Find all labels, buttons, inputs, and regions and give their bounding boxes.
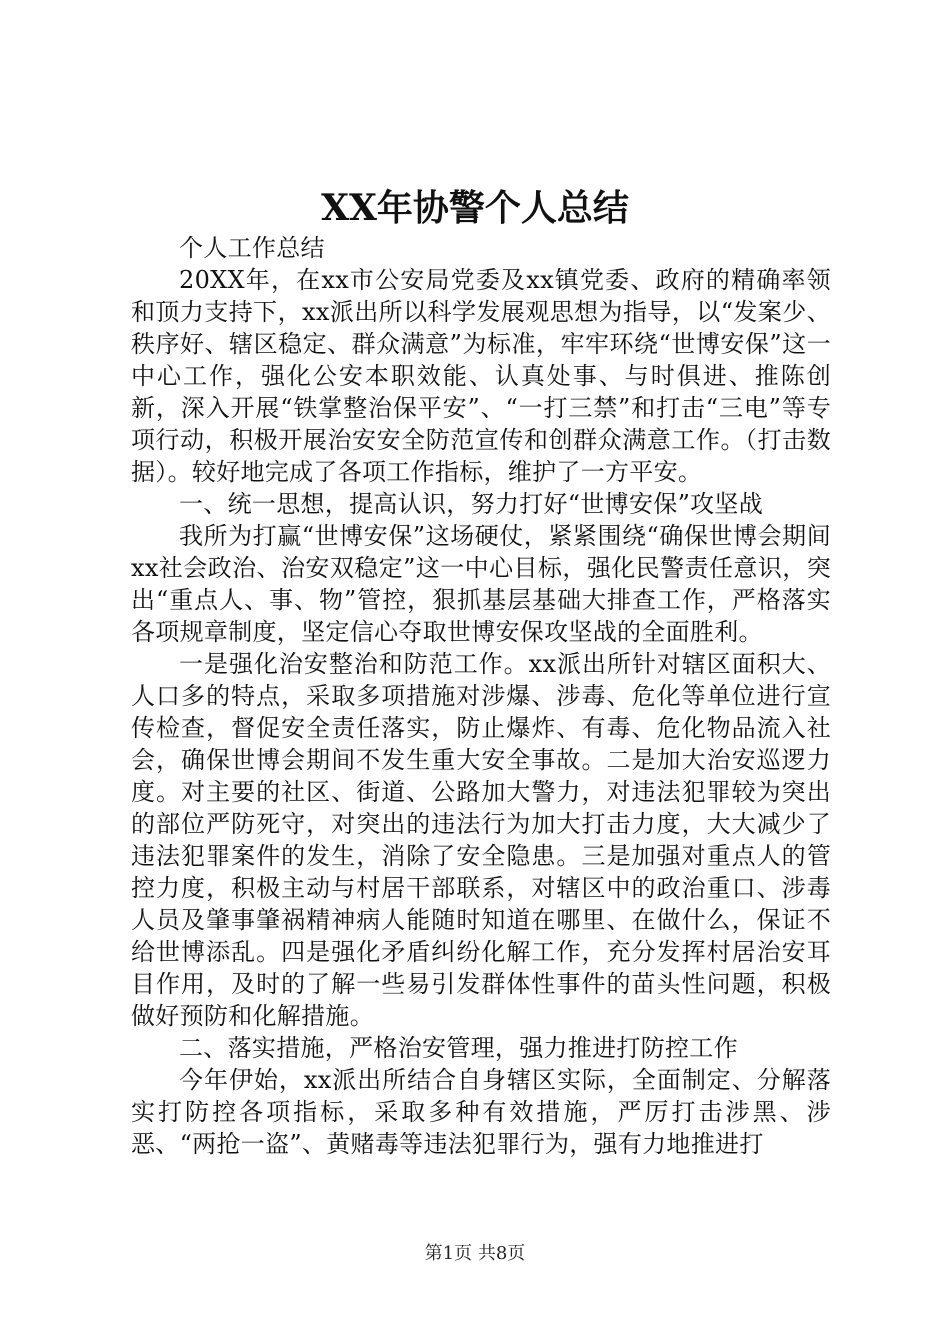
section-heading-1: 一、统一思想，提高认识，努力打好“世博安保”攻坚战 [179,490,764,518]
section-heading-2: 二、落实措施，严格治安管理，强力推进打防控工作 [179,1034,738,1062]
paragraph-section-2: 今年伊始，xx派出所结合自身辖区实际，全面制定、分解落实打防控各项指标，采取多种有效措施，严厉打击涉黑、涉恶、“两抢一盗”、黄赌毒等违法犯罪行为，强有力地推进打 [131,1066,831,1158]
paragraph-measures: 一是强化治安整治和防范工作。xx派出所针对辖区面积大、人口多的特点，采取多项措施对涉爆、涉毒、危化等单位进行宣传检查，督促安全责任落实，防止爆炸、有毒、危化物品流入社会，确保世博会期间不发生重大安全事故。二是加大治安巡逻力度。对主要的社区、街道、公路加大警力，对违法犯罪较为突出的部位严防死守，对突出的违法行为加大打击力度，大大减少了违法犯罪案件的发生，消除了安全隐患。三是加强对重点人的管控力度，积极主动与村居干部联系，对辖区中的政治重口、涉毒人员及肇事肇祸精神病人能随时知道在哪里、在做什么，保证不给世博添乱。四是强化矛盾纠纷化解工作，充分发挥村居治安耳目作用，及时的了解一些易引发群体性事件的苗头性问题，积极做好预防和化解措施。 [131,650,831,1030]
paragraph-section-1: 我所为打赢“世博安保”这场硬仗，紧紧围绕“确保世博会期间xx社会政治、治安双稳定”这一中心目标，强化民警责任意识，突出“重点人、事、物”管控，狠抓基层基础大排查工作，严格落实各项规章制度，坚定信心夺取世博安保攻坚战的全面胜利。 [131,522,831,646]
paragraph-subtitle: 个人工作总结 [179,234,325,262]
paragraph-intro: 20XX年，在xx市公安局党委及xx镇党委、政府的精确率领和顶力支持下，xx派出所以科学发展观思想为指导，以“发案少、秩序好、辖区稳定、群众满意”为标准，牢牢环绕“世博安保”这一中心工作，强化公安本职效能、认真处事、与时俱进、推陈创新，深入开展“铁掌整治保平安”、“一打三禁”和打击“三电”等专项行动，积极开展治安安全防范宣传和创群众满意工作。（打击数据）。较好地完成了各项工作指标，维护了一方平安。 [131,266,831,486]
page-number-footer: 第1页 共8页 [424,1243,526,1264]
document-body [131,232,831,1160]
document-title: XX年协警个人总结 [321,187,629,229]
